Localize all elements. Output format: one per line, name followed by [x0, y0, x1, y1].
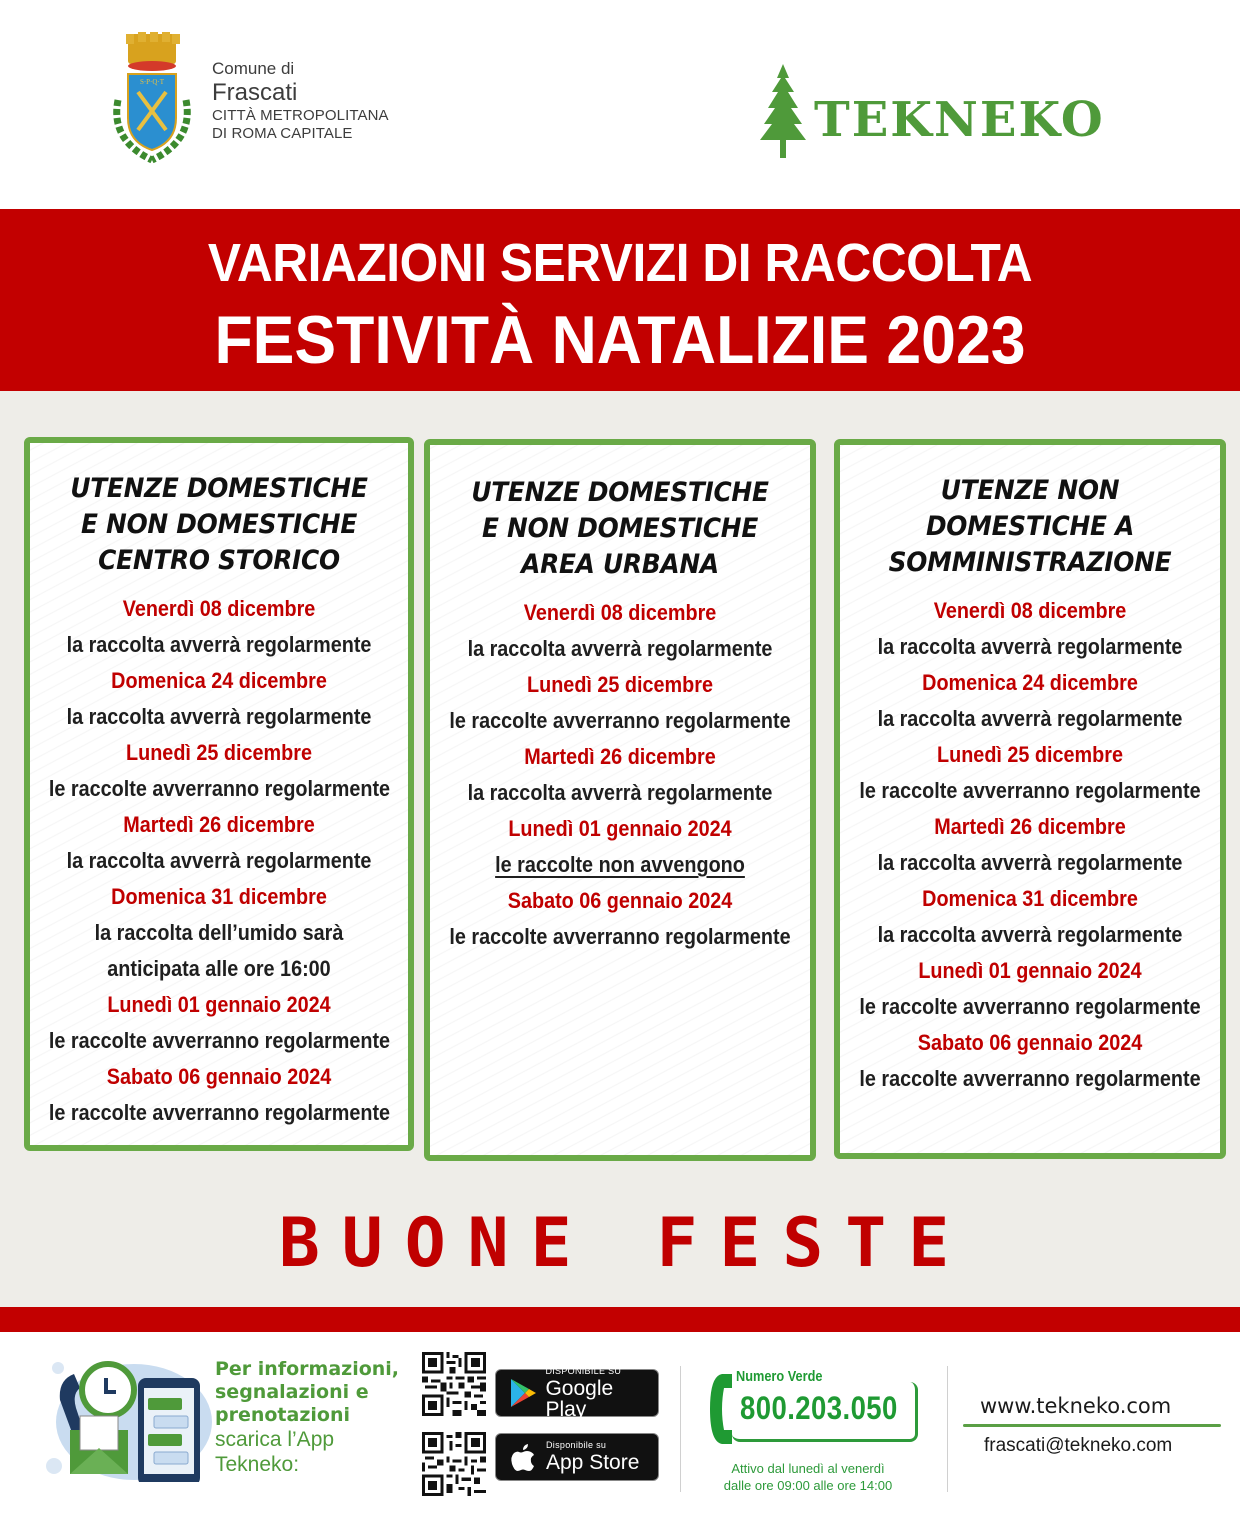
- entry-date: Sabato 06 gennaio 2024: [917, 1030, 1143, 1055]
- info-text: Per informazioni, segnalazioni e prenotazioni scarica l’App Tekneko:: [215, 1358, 400, 1476]
- comune-label: Comune di: [212, 59, 295, 78]
- schedule-entry: [430, 811, 810, 883]
- apple-icon: [506, 1440, 540, 1474]
- schedule-area: [0, 391, 1240, 1308]
- entry-date: Domenica 31 dicembre: [111, 884, 327, 909]
- city-name: Frascati: [212, 79, 298, 106]
- entry-note: le raccolte avverranno regolarmente: [48, 776, 391, 801]
- qr-code-google-play[interactable]: [422, 1352, 486, 1416]
- entry-date: Sabato 06 gennaio 2024: [106, 1064, 332, 1089]
- schedule-entry: [840, 1025, 1220, 1097]
- entry-date: Lunedì 25 dicembre: [126, 740, 312, 765]
- schedule-entry: [30, 591, 408, 663]
- green-underline: [963, 1424, 1221, 1427]
- entry-note: la raccolta avverrà regolarmente: [66, 848, 372, 873]
- entry-date: Martedì 26 dicembre: [524, 744, 716, 769]
- entry-note: la raccolta avverrà regolarmente: [877, 850, 1183, 875]
- svg-text:S·P·Q·T: S·P·Q·T: [139, 78, 165, 86]
- contact-app-illustration-icon: [44, 1352, 214, 1482]
- schedule-entry: [840, 665, 1220, 737]
- entry-date: Lunedì 01 gennaio 2024: [508, 816, 732, 841]
- entry-date: Venerdì 08 dicembre: [933, 598, 1127, 623]
- header: [0, 0, 1240, 210]
- entry-list: [430, 595, 810, 955]
- entry-date: Lunedì 01 gennaio 2024: [918, 958, 1142, 983]
- entry-note: la raccolta dell’umido sarà: [94, 920, 344, 945]
- google-play-button[interactable]: DISPONIBILE SU Google Play: [495, 1369, 659, 1417]
- card-title: UTENZE DOMESTICHE E NON DOMESTICHE AREA URBANA: [471, 477, 769, 580]
- schedule-card-area-urbana: [424, 439, 816, 1161]
- entry-date: Martedì 26 dicembre: [123, 812, 315, 837]
- entry-note: la raccolta avverrà regolarmente: [877, 706, 1183, 731]
- divider: [680, 1366, 681, 1492]
- entry-note: la raccolta avverrà regolarmente: [877, 634, 1183, 659]
- email-link[interactable]: frascati@tekneko.com: [984, 1435, 1173, 1456]
- metro-city-line1: CITTÀ METROPOLITANA: [212, 107, 389, 124]
- entry-note: anticipata alle ore 16:00: [107, 956, 331, 981]
- entry-date: Domenica 24 dicembre: [111, 668, 327, 693]
- entry-list: [30, 591, 408, 1131]
- comune-logo: [106, 30, 389, 166]
- schedule-entry: [430, 739, 810, 811]
- schedule-entry: [30, 879, 408, 987]
- toll-free-label: Numero Verde: [736, 1368, 826, 1385]
- entry-date: Venerdì 08 dicembre: [122, 596, 316, 621]
- entry-date: Lunedì 01 gennaio 2024: [107, 992, 331, 1017]
- schedule-entry: [30, 663, 408, 735]
- coat-of-arms-icon: [106, 30, 198, 166]
- entry-note: la raccolta avverrà regolarmente: [877, 922, 1183, 947]
- page-subtitle: FESTIVITÀ NATALIZIE 2023: [214, 302, 1026, 378]
- schedule-entry: [430, 667, 810, 739]
- schedule-card-centro-storico: [24, 437, 414, 1151]
- phone-number[interactable]: 800.203.050: [740, 1390, 898, 1426]
- entry-note: la raccolta avverrà regolarmente: [66, 704, 372, 729]
- entry-date: Domenica 31 dicembre: [922, 886, 1138, 911]
- entry-note: la raccolta avverrà regolarmente: [66, 632, 372, 657]
- schedule-card-somministrazione: [834, 439, 1226, 1159]
- entry-note: le raccolte avverranno regolarmente: [859, 994, 1201, 1019]
- schedule-entry: [840, 881, 1220, 953]
- app-store-button[interactable]: Disponibile su App Store: [495, 1433, 659, 1481]
- qr-code-app-store[interactable]: [422, 1432, 486, 1496]
- schedule-entry: [30, 1059, 408, 1131]
- service-hours: Attivo dal lunedì al venerdì dalle ore 09:00 alle ore 14:00: [723, 1461, 893, 1493]
- schedule-entry: [30, 807, 408, 879]
- entry-note-no-collection: le raccolte non avvengono: [495, 852, 745, 877]
- entry-note: le raccolte avverranno regolarmente: [859, 1066, 1201, 1091]
- entry-date: Lunedì 25 dicembre: [937, 742, 1123, 767]
- brand-name: TEKNEKO: [814, 92, 1105, 148]
- entry-date: Martedì 26 dicembre: [934, 814, 1126, 839]
- schedule-entry: [430, 883, 810, 955]
- entry-date: Sabato 06 gennaio 2024: [507, 888, 733, 913]
- google-play-icon: [506, 1376, 539, 1410]
- schedule-entry: [430, 595, 810, 667]
- schedule-entry: [840, 809, 1220, 881]
- entry-note: le raccolte avverranno regolarmente: [48, 1100, 391, 1125]
- pine-tree-icon: [756, 62, 810, 160]
- entry-note: le raccolte avverranno regolarmente: [859, 778, 1201, 803]
- phone-handset-icon: [708, 1372, 734, 1446]
- entry-note: la raccolta avverrà regolarmente: [467, 636, 773, 661]
- divider: [947, 1366, 948, 1492]
- title-banner: [0, 209, 1240, 391]
- card-title: UTENZE DOMESTICHE E NON DOMESTICHE CENTRO STORICO: [70, 473, 368, 576]
- toll-free-number[interactable]: [706, 1370, 918, 1450]
- entry-note: le raccolte avverranno regolarmente: [48, 1028, 391, 1053]
- footer: [0, 1332, 1240, 1536]
- metro-city-line2: DI ROMA CAPITALE: [212, 125, 353, 142]
- entry-date: Venerdì 08 dicembre: [523, 600, 717, 625]
- entry-date: Lunedì 25 dicembre: [527, 672, 713, 697]
- greeting: BUONE FESTE: [278, 1204, 972, 1283]
- schedule-entry: [30, 987, 408, 1059]
- page-title: VARIAZIONI SERVIZI DI RACCOLTA: [207, 233, 1033, 293]
- tekneko-logo: [756, 62, 1105, 160]
- entry-date: Domenica 24 dicembre: [922, 670, 1138, 695]
- schedule-entry: [30, 735, 408, 807]
- entry-list: [840, 593, 1220, 1097]
- schedule-entry: [840, 593, 1220, 665]
- schedule-entry: [840, 953, 1220, 1025]
- entry-note: le raccolte avverranno regolarmente: [449, 924, 791, 949]
- schedule-entry: [840, 737, 1220, 809]
- red-divider: [0, 1307, 1240, 1332]
- entry-note: la raccolta avverrà regolarmente: [467, 780, 773, 805]
- website-link[interactable]: www.tekneko.com: [980, 1394, 1172, 1418]
- card-title: UTENZE NON DOMESTICHE A SOMMINISTRAZIONE: [888, 475, 1172, 578]
- entry-note: le raccolte avverranno regolarmente: [449, 708, 791, 733]
